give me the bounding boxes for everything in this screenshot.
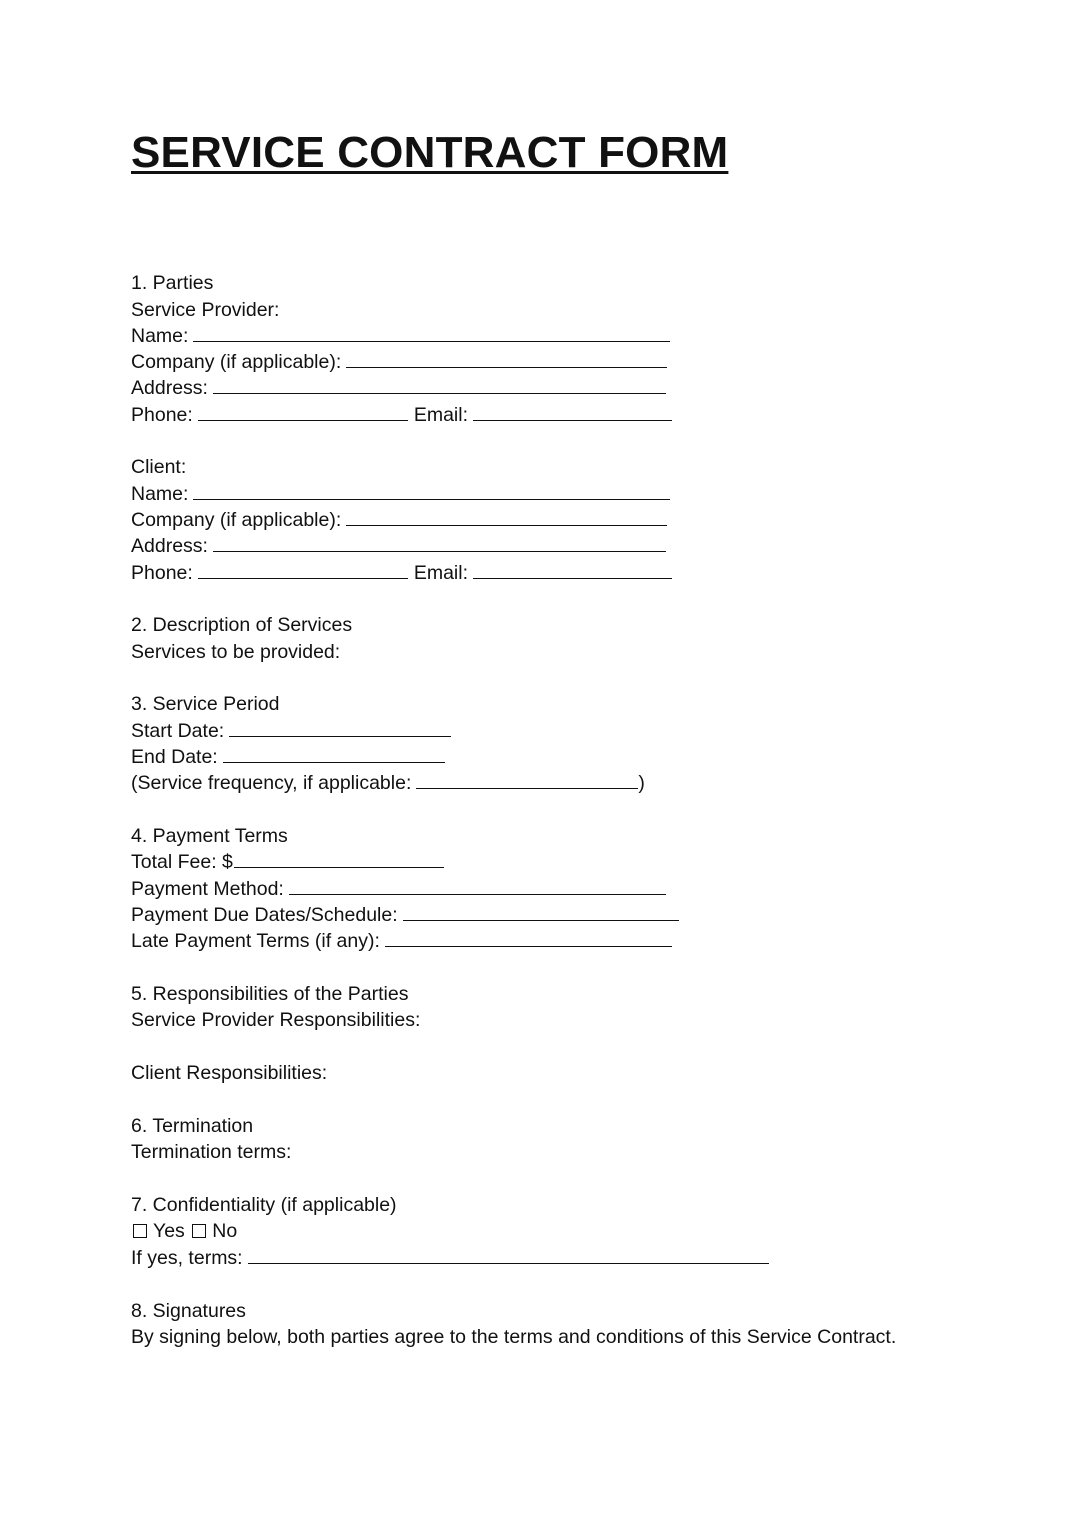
section-heading-signatures: 8. Signatures <box>131 1300 246 1322</box>
client-label: Client: <box>131 456 187 478</box>
client-name-field[interactable] <box>193 481 670 500</box>
provider-phone-field[interactable] <box>198 402 408 421</box>
confidentiality-terms-label: If yes, terms: <box>131 1247 243 1269</box>
client-name-row <box>131 481 670 507</box>
confidentiality-no-checkbox[interactable] <box>192 1224 206 1238</box>
client-company-label: Company (if applicable): <box>131 509 342 531</box>
confidentiality-options-row <box>131 1218 237 1244</box>
client-responsibilities-label: Client Responsibilities: <box>131 1062 328 1084</box>
client-address-field[interactable] <box>213 533 666 552</box>
service-frequency-close: ) <box>638 772 645 794</box>
provider-email-label: Email: <box>413 404 468 426</box>
client-name-label: Name: <box>131 483 189 505</box>
provider-contact-row <box>131 402 672 428</box>
provider-name-row <box>131 323 670 349</box>
payment-schedule-field[interactable] <box>403 902 679 921</box>
client-phone-field[interactable] <box>198 560 408 579</box>
section-heading-parties: 1. Parties <box>131 272 214 294</box>
payment-method-label: Payment Method: <box>131 878 284 900</box>
service-frequency-field[interactable] <box>416 770 638 789</box>
client-address-label: Address: <box>131 535 208 557</box>
client-contact-row <box>131 560 672 586</box>
client-email-field[interactable] <box>473 560 672 579</box>
provider-name-field[interactable] <box>193 323 670 342</box>
provider-name-label: Name: <box>131 325 189 347</box>
provider-company-field[interactable] <box>346 349 667 368</box>
termination-terms-label: Termination terms: <box>131 1141 292 1163</box>
payment-schedule-label: Payment Due Dates/Schedule: <box>131 904 398 926</box>
payment-schedule-row <box>131 902 679 928</box>
document-title: SERVICE CONTRACT FORM <box>131 128 729 177</box>
start-date-label: Start Date: <box>131 720 225 742</box>
confidentiality-terms-field[interactable] <box>248 1245 769 1264</box>
provider-phone-label: Phone: <box>131 404 193 426</box>
client-phone-label: Phone: <box>131 562 193 584</box>
confidentiality-terms-row <box>131 1245 769 1271</box>
provider-responsibilities-label: Service Provider Responsibilities: <box>131 1009 421 1031</box>
provider-address-label: Address: <box>131 377 208 399</box>
total-fee-field[interactable] <box>234 849 444 868</box>
service-provider-label: Service Provider: <box>131 299 280 321</box>
payment-method-field[interactable] <box>289 876 666 895</box>
provider-company-row <box>131 349 667 375</box>
section-heading-responsibilities: 5. Responsibilities of the Parties <box>131 983 409 1005</box>
section-heading-confidentiality: 7. Confidentiality (if applicable) <box>131 1194 397 1216</box>
section-heading-description: 2. Description of Services <box>131 614 353 636</box>
provider-address-row <box>131 375 666 401</box>
signatures-agreement-text: By signing below, both parties agree to the terms and conditions of this Service Contract. <box>131 1326 897 1348</box>
client-company-field[interactable] <box>346 507 667 526</box>
late-payment-label: Late Payment Terms (if any): <box>131 930 380 952</box>
start-date-row <box>131 718 451 744</box>
total-fee-label: Total Fee: $ <box>131 851 233 873</box>
late-payment-row <box>131 928 672 954</box>
end-date-row <box>131 744 445 770</box>
section-heading-payment-terms: 4. Payment Terms <box>131 825 288 847</box>
total-fee-row <box>131 849 444 875</box>
services-provided-label: Services to be provided: <box>131 641 341 663</box>
provider-email-field[interactable] <box>473 402 672 421</box>
section-heading-service-period: 3. Service Period <box>131 693 280 715</box>
payment-method-row <box>131 876 666 902</box>
confidentiality-yes-checkbox[interactable] <box>133 1224 147 1238</box>
late-payment-field[interactable] <box>385 928 672 947</box>
service-frequency-label: (Service frequency, if applicable: <box>131 772 412 794</box>
client-email-label: Email: <box>413 562 468 584</box>
end-date-field[interactable] <box>223 744 445 763</box>
client-address-row <box>131 533 666 559</box>
end-date-label: End Date: <box>131 746 218 768</box>
confidentiality-yes-label: Yes <box>153 1220 185 1242</box>
client-company-row <box>131 507 667 533</box>
service-frequency-row <box>131 770 645 796</box>
provider-address-field[interactable] <box>213 375 666 394</box>
start-date-field[interactable] <box>229 718 451 737</box>
section-heading-termination: 6. Termination <box>131 1115 254 1137</box>
confidentiality-no-label: No <box>212 1220 238 1242</box>
provider-company-label: Company (if applicable): <box>131 351 342 373</box>
